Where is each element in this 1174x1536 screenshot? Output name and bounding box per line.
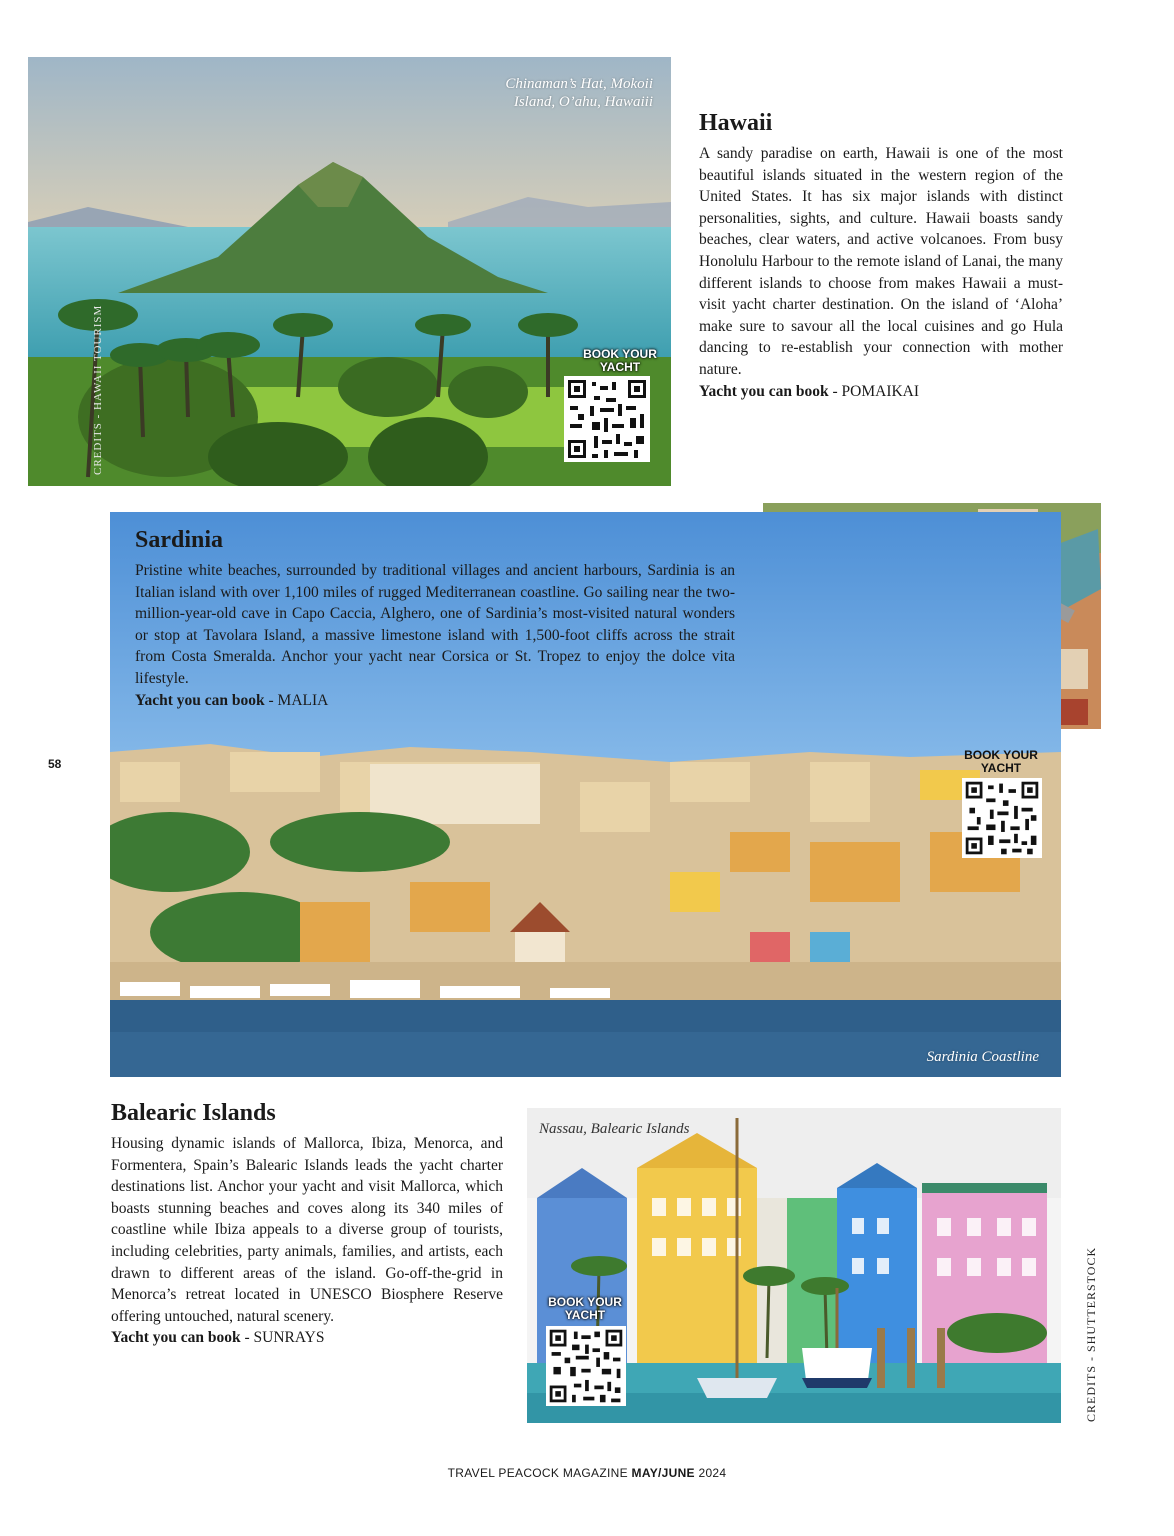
- balearic-qr-code[interactable]: [546, 1326, 626, 1406]
- balearic-qr-label: [543, 1296, 627, 1322]
- sardinia-qr-label-line-1: BOOK YOUR: [964, 748, 1038, 762]
- balearic-photo: [527, 1108, 1061, 1423]
- balearic-yacht-label: Yacht you can book: [111, 1329, 241, 1347]
- hawaii-article: [699, 110, 1063, 402]
- balearic-photo-caption: Nassau, Balearic Islands: [539, 1121, 690, 1137]
- sardinia-photo-caption: Sardinia Coastline: [926, 1049, 1039, 1065]
- hawaii-yacht-name[interactable]: - POMAIKAI: [828, 382, 920, 400]
- footer-year: 2024: [694, 1466, 727, 1480]
- sardinia-qr-label-line-2: YACHT: [980, 761, 1022, 775]
- balearic-qr-label-line-1: BOOK YOUR: [548, 1295, 622, 1309]
- hawaii-title: Hawaii: [699, 110, 773, 136]
- magazine-footer: [0, 1466, 1174, 1480]
- hawaii-body: A sandy paradise on earth, Hawaii is one of the most beautiful islands situated in the western region of the United States. It has six major islands with distinct personalities, sights, and culture. Hawaii boasts sandy beaches, clear waters, and active volcanoes. From busy Honolulu Harbour to the remote island of Lanai, the many different islands to choose from makes Hawaii a must-visit yacht charter destination. On the island of ‘Aloha’ make sure to savour all the local cuisines and go Hula dancing to re-establish your connection with mother nature.: [699, 145, 1063, 378]
- hawaii-qr-label: [562, 348, 671, 374]
- hawaii-photo: [28, 57, 671, 486]
- balearic-article: [111, 1100, 503, 1349]
- sardinia-body: Pristine white beaches, surrounded by traditional villages and ancient harbours, Sardinia is an Italian island with over 1,100 miles of rugged Mediterranean coastline. Go sailing near the two-million-year-old cave in Capo Caccia, Alghero, one of Sardinia’s most-visited natural wonders or stop at Tavolara Island, a massive limestone island with 1,500-foot cliffs across the strait from Costa Smeralda. Anchor your yacht near Corsica or St. Tropez to enjoy the dolce vita lifestyle.: [135, 562, 735, 687]
- balearic-body: Housing dynamic islands of Mallorca, Ibiza, Menorca, and Formentera, Spain’s Balearic Islands leads the yacht charter destinations list. Anchor your yacht and visit Mallorca, which boasts stunning beaches and coves along its 340 miles of coastline while Ibiza appeals to a diverse group of tourists, including celebrities, party animals, families, and artists, each drawn to different areas of the island. Go-off-the-grid in Menorca’s retreat located in UNESCO Biosphere Reserve offering untouched, natural scenery.: [111, 1135, 503, 1325]
- hawaii-photo-caption: [505, 75, 653, 111]
- hawaii-photo-credit: CREDITS - HAWAII TOURISM: [92, 304, 104, 475]
- credits-shutterstock: CREDITS - SHUTTERSTOCK: [1084, 1246, 1098, 1422]
- balearic-yacht-line: [111, 1327, 503, 1349]
- sardinia-yacht-name[interactable]: - MALIA: [264, 691, 329, 709]
- hawaii-yacht-label: Yacht you can book: [699, 382, 829, 400]
- hawaii-qr-label-line-2: YACHT: [599, 360, 641, 374]
- sardinia-yacht-line: [135, 690, 735, 712]
- sardinia-qr-code[interactable]: [962, 778, 1042, 858]
- footer-issue: MAY/JUNE: [631, 1466, 695, 1480]
- hawaii-qr-label-line-1: BOOK YOUR: [583, 347, 657, 361]
- hawaii-photo-caption-line-2: Island, O’ahu, Hawaiii: [513, 94, 653, 110]
- hawaii-yacht-line: [699, 381, 1063, 403]
- sardinia-title: Sardinia: [135, 527, 224, 553]
- hawaii-qr-code[interactable]: [564, 376, 650, 462]
- footer-magazine-name: TRAVEL PEACOCK MAGAZINE: [447, 1466, 632, 1480]
- hawaii-photo-caption-line-1: Chinaman’s Hat, Mokoii: [505, 76, 653, 92]
- balearic-title: Balearic Islands: [111, 1100, 276, 1126]
- balearic-yacht-name[interactable]: - SUNRAYS: [240, 1329, 325, 1347]
- page-number: 58: [48, 757, 62, 771]
- sardinia-yacht-label: Yacht you can book: [135, 691, 265, 709]
- sardinia-article: [135, 527, 735, 711]
- balearic-qr-label-line-2: YACHT: [564, 1308, 606, 1322]
- sardinia-qr-label: [956, 749, 1046, 775]
